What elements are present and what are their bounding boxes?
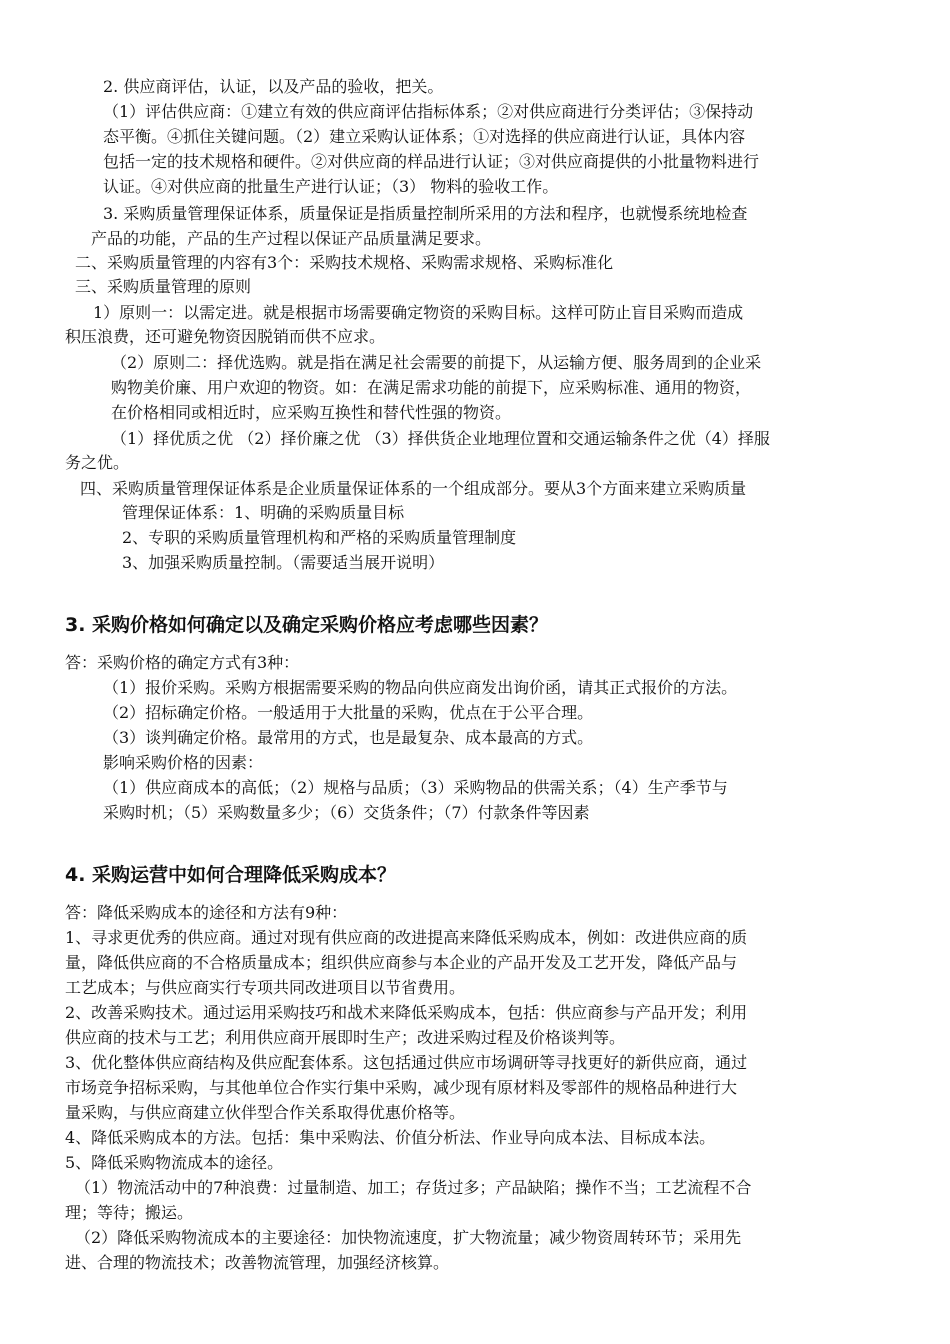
text-line: 2、改善采购技术。通过运用采购技巧和战术来降低采购成本，包括：供应商参与产品开发；利用 (65, 1003, 748, 1022)
text-line: 三、采购质量管理的原则 (75, 277, 252, 296)
text-line: 购物美价廉、用户欢迎的物资。如：在满足需求功能的前提下，应采购标准、通用的物资， (111, 378, 752, 397)
text-line: 二、采购质量管理的内容有3个：采购技术规格、采购需求规格、采购标准化 (75, 253, 614, 272)
text-line: 4、降低采购成本的方法。包括：集中采购法、价值分析法、作业导向成本法、目标成本法。 (65, 1128, 716, 1147)
text-line: 态平衡。④抓住关键问题。（2）建立采购认证体系；①对选择的供应商进行认证，具体内容 (103, 127, 746, 146)
text-line: 工艺成本；与供应商实行专项共同改进项目以节省费用。 (65, 978, 466, 997)
text-line: 市场竞争招标采购，与其他单位合作实行集中采购，减少现有原材料及零部件的规格品种进行大 (65, 1078, 738, 1097)
text-line: 务之优。 (65, 453, 130, 472)
text-line: 采购时机；（5）采购数量多少；（6）交货条件；（7）付款条件等因素 (103, 803, 590, 822)
text-line: 管理保证体系：1、明确的采购质量目标 (122, 503, 405, 522)
text-line: 四、采购质量管理保证体系是企业质量保证体系的一个组成部分。要从3个方面来建立采购质量 (80, 479, 747, 498)
section-heading: 3. 采购价格如何确定以及确定采购价格应考虑哪些因素？ (65, 614, 549, 636)
text-line: （2）原则二：择优选购。就是指在满足社会需要的前提下，从运输方便、服务周到的企业采 (111, 353, 762, 372)
text-line: 认证。④对供应商的批量生产进行认证；（3） 物料的验收工作。 (103, 177, 559, 196)
text-line: 进、合理的物流技术；改善物流管理，加强经济核算。 (65, 1253, 450, 1272)
text-line: （1）供应商成本的高低；（2）规格与品质；（3）采购物品的供需关系；（4）生产季节与 (103, 778, 728, 797)
text-line: 3. 采购质量管理保证体系，质量保证是指质量控制所采用的方法和程序，也就慢系统地检查 (103, 204, 748, 223)
text-line: 量，降低供应商的不合格质量成本；组织供应商参与本企业的产品开发及工艺开发，降低产品与 (65, 953, 738, 972)
text-line: 量采购，与供应商建立伙伴型合作关系取得优惠价格等。 (65, 1103, 466, 1122)
text-line: 答：采购价格的确定方式有3种： (65, 653, 300, 672)
text-line: 包括一定的技术规格和硬件。②对供应商的样品进行认证；③对供应商提供的小批量物料进行 (103, 152, 760, 171)
text-line: 供应商的技术与工艺；利用供应商开展即时生产；改进采购过程及价格谈判等。 (65, 1028, 626, 1047)
text-line: 在价格相同或相近时，应采购互换性和替代性强的物资。 (111, 403, 512, 422)
text-line: （1）物流活动中的7种浪费：过量制造、加工；存货过多；产品缺陷；操作不当；工艺流程不合 (75, 1178, 752, 1197)
text-line: （2）招标确定价格。一般适用于大批量的采购，优点在于公平合理。 (103, 703, 594, 722)
text-line: （1）报价采购。采购方根据需要采购的物品向供应商发出询价函，请其正式报价的方法。 (103, 678, 738, 697)
text-line: 答：降低采购成本的途径和方法有9种： (65, 903, 348, 922)
text-line: 5、降低采购物流成本的途径。 (65, 1153, 284, 1172)
text-line: 积压浪费，还可避免物资因脱销而供不应求。 (65, 327, 386, 346)
text-line: 1）原则一：以需定进。就是根据市场需要确定物资的采购目标。这样可防止盲目采购而造成 (93, 303, 744, 322)
text-line: 3、加强采购质量控制。（需要适当展开说明） (122, 553, 445, 572)
text-line: 理；等待；搬运。 (65, 1203, 194, 1222)
text-line: 2. 供应商评估，认证，以及产品的验收，把关。 (103, 77, 444, 96)
text-line: （2）降低采购物流成本的主要途径：加快物流速度，扩大物流量；减少物资周转环节；采用先 (75, 1228, 742, 1247)
text-line: 2、专职的采购质量管理机构和严格的采购质量管理制度 (122, 528, 517, 547)
text-line: （1）择优质之优 （2）择价廉之优 （3）择供货企业地理位置和交通运输条件之优（4）择服 (111, 429, 770, 448)
text-line: 产品的功能，产品的生产过程以保证产品质量满足要求。 (91, 229, 492, 248)
text-line: 3、优化整体供应商结构及供应配套体系。这包括通过供应市场调研等寻找更好的新供应商，通过 (65, 1053, 748, 1072)
text-line: 1、寻求更优秀的供应商。通过对现有供应商的改进提高来降低采购成本，例如：改进供应商的质 (65, 928, 748, 947)
section-heading: 4. 采购运营中如何合理降低采购成本？ (65, 864, 397, 886)
text-line: 影响采购价格的因素： (103, 753, 264, 772)
text-line: （3）谈判确定价格。最常用的方式，也是最复杂、成本最高的方式。 (103, 728, 594, 747)
text-line: （1）评估供应商：①建立有效的供应商评估指标体系；②对供应商进行分类评估；③保持动 (103, 102, 754, 121)
